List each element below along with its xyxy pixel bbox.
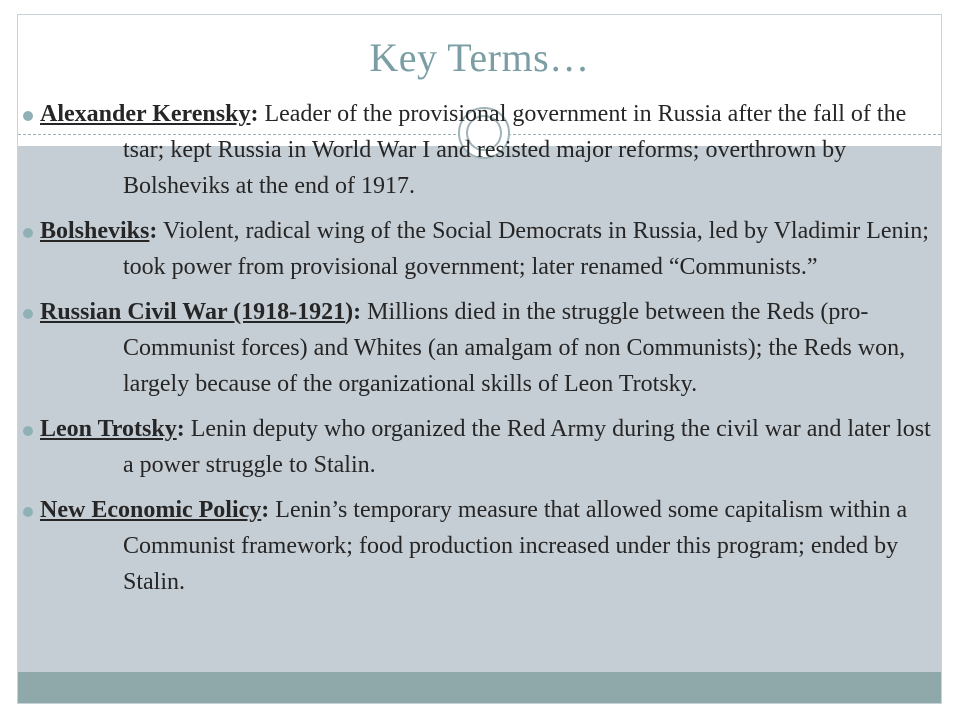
slide-content [18,96,941,609]
list-item-nep [18,492,941,600]
term-definition: Leader of the provisional government in Russia after the fall of the tsar; kept Russia in World War I and resisted major reforms; overthrown by Bolsheviks at the end of 1917. [123,101,907,199]
bullet-icon [23,228,33,238]
term-name: Bolsheviks [40,218,150,244]
term-colon: : [261,497,270,523]
term-colon: : [250,101,259,127]
term-colon: : [149,218,158,244]
term-name: New Economic Policy [40,497,262,523]
term-name: Alexander Kerensky [40,101,251,127]
bullet-icon [23,507,33,517]
bullet-icon [23,309,33,319]
term-colon: : [176,416,185,442]
slide-title: Key Terms… [369,35,590,80]
term-definition: Millions died in the struggle between the Reds (pro- Communist forces) and Whites (an amalgam of non Communists); the Reds won, largely because of the organizational skills of Leon Trotsky. [123,299,906,397]
term-name: Leon Trotsky [40,416,177,442]
term-definition: Violent, radical wing of the Social Democrats in Russia, led by Vladimir Lenin; took power from provisional government; later renamed “Communists.” [123,218,929,280]
term-name: Russian Civil War (1918-1921 [40,299,346,325]
bullet-icon [23,111,33,121]
terms-list [18,96,941,600]
list-item-trotsky [18,411,941,483]
term-colon: ): [345,299,362,325]
list-item-russian-civil-war [18,294,941,402]
bullet-icon [23,426,33,436]
list-item-kerensky [18,96,941,204]
list-item-bolsheviks [18,213,941,285]
term-definition: Lenin deputy who organized the Red Army during the civil war and later lost a power struggle to Stalin. [123,416,931,478]
term-definition: Lenin’s temporary measure that allowed some capitalism within a Communist framework; food production increased under this program; ended by Stalin. [123,497,908,595]
bottom-band [18,672,941,703]
